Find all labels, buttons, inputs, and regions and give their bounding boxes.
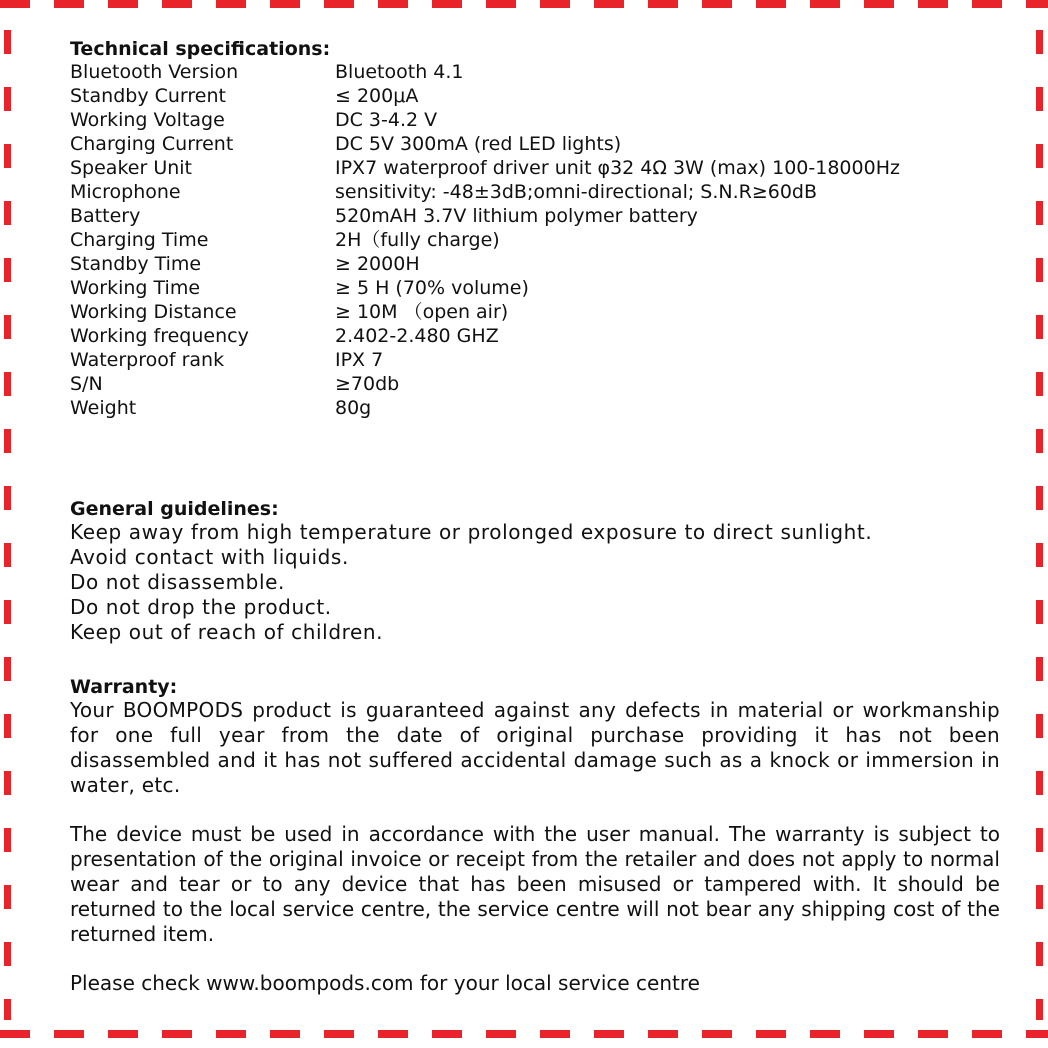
spec-value: IPX7 waterproof driver unit φ32 4Ω 3W (max) 100-18000Hz (335, 157, 900, 179)
spec-label: Working frequency (70, 325, 249, 347)
spec-row (70, 276, 1000, 300)
guideline-item: Do not disassemble. (70, 570, 285, 594)
spec-label: Working Time (70, 277, 201, 299)
spec-row (70, 396, 1000, 420)
guidelines-section (70, 498, 872, 645)
warranty-heading: Warranty: (70, 676, 178, 698)
warranty-paragraph: Your BOOMPODS product is guaranteed against any defects in material or workmanship for one full year from the date of original purchase providing it has not been disassembled and it has not suffered accidental damage such as a knock or immersion in water, etc. (70, 698, 1000, 797)
spec-value: IPX 7 (335, 349, 384, 371)
spec-row (70, 84, 1000, 108)
spec-value: ≥ 10M （open air) (335, 301, 509, 323)
spec-value: ≥ 2000H (335, 253, 420, 275)
spec-label: Standby Current (70, 85, 226, 107)
spec-label: Weight (70, 397, 137, 419)
spec-value: ≥ 5 H (70% volume) (335, 277, 529, 299)
spec-label: Charging Time (70, 229, 209, 251)
guideline-item: Do not drop the product. (70, 595, 332, 619)
spec-row (70, 108, 1000, 132)
dashed-border-right (1036, 30, 1043, 1020)
spec-value: sensitivity: -48±3dB;omni-directional; S.N.R≥60dB (335, 181, 818, 203)
spec-table (70, 60, 1000, 420)
spec-label: Waterproof rank (70, 349, 225, 371)
spec-value: ≥70db (335, 373, 400, 395)
spec-row (70, 348, 1000, 372)
spec-row (70, 204, 1000, 228)
spec-label: Bluetooth Version (70, 61, 239, 83)
dashed-border-top (0, 0, 1048, 8)
spec-row (70, 180, 1000, 204)
spec-value: 2.402-2.480 GHZ (335, 325, 499, 347)
spec-row (70, 324, 1000, 348)
spec-value: DC 5V 300mA (red LED lights) (335, 133, 622, 155)
spec-row (70, 372, 1000, 396)
document-body (70, 38, 1000, 995)
spec-label: Microphone (70, 181, 181, 203)
guideline-item: Keep out of reach of children. (70, 620, 384, 644)
warranty-section (70, 676, 1000, 996)
spec-label: S/N (70, 373, 103, 395)
spec-value: DC 3-4.2 V (335, 109, 438, 131)
spec-row (70, 252, 1000, 276)
spec-row (70, 300, 1000, 324)
spec-value: ≤ 200μA (335, 85, 419, 107)
spec-row (70, 228, 1000, 252)
spec-row (70, 132, 1000, 156)
spec-value: 80g (335, 397, 372, 419)
spec-label: Battery (70, 205, 141, 227)
spec-label: Speaker Unit (70, 157, 192, 179)
spec-label: Standby Time (70, 253, 202, 275)
guideline-item: Avoid contact with liquids. (70, 545, 349, 569)
spec-row (70, 156, 1000, 180)
guidelines-heading: General guidelines: (70, 498, 279, 520)
tech-specs-heading: Technical specifications: (70, 38, 331, 60)
spec-row (70, 60, 1000, 84)
dashed-border-bottom (0, 1030, 1048, 1038)
spec-value: 520mAH 3.7V lithium polymer battery (335, 205, 698, 227)
spec-label: Working Distance (70, 301, 237, 323)
guideline-item: Keep away from high temperature or prolonged exposure to direct sunlight. (70, 520, 873, 544)
service-centre-note: Please check www.boompods.com for your local service centre (70, 971, 700, 995)
spec-label: Charging Current (70, 133, 234, 155)
tech-specs-section (70, 38, 1000, 420)
warranty-terms-paragraph: The device must be used in accordance with the user manual. The warranty is subject to presentation of the original invoice or receipt from the retailer and does not apply to normal wear and tear or to any device that has been misused or tampered with. It should be returned to the local service centre, the service centre will not bear any shipping cost of the returned item. (70, 822, 1000, 946)
dashed-border-left (4, 30, 11, 1020)
spec-label: Working Voltage (70, 109, 225, 131)
spec-value: Bluetooth 4.1 (335, 61, 464, 83)
spec-value: 2H（fully charge) (335, 229, 500, 251)
